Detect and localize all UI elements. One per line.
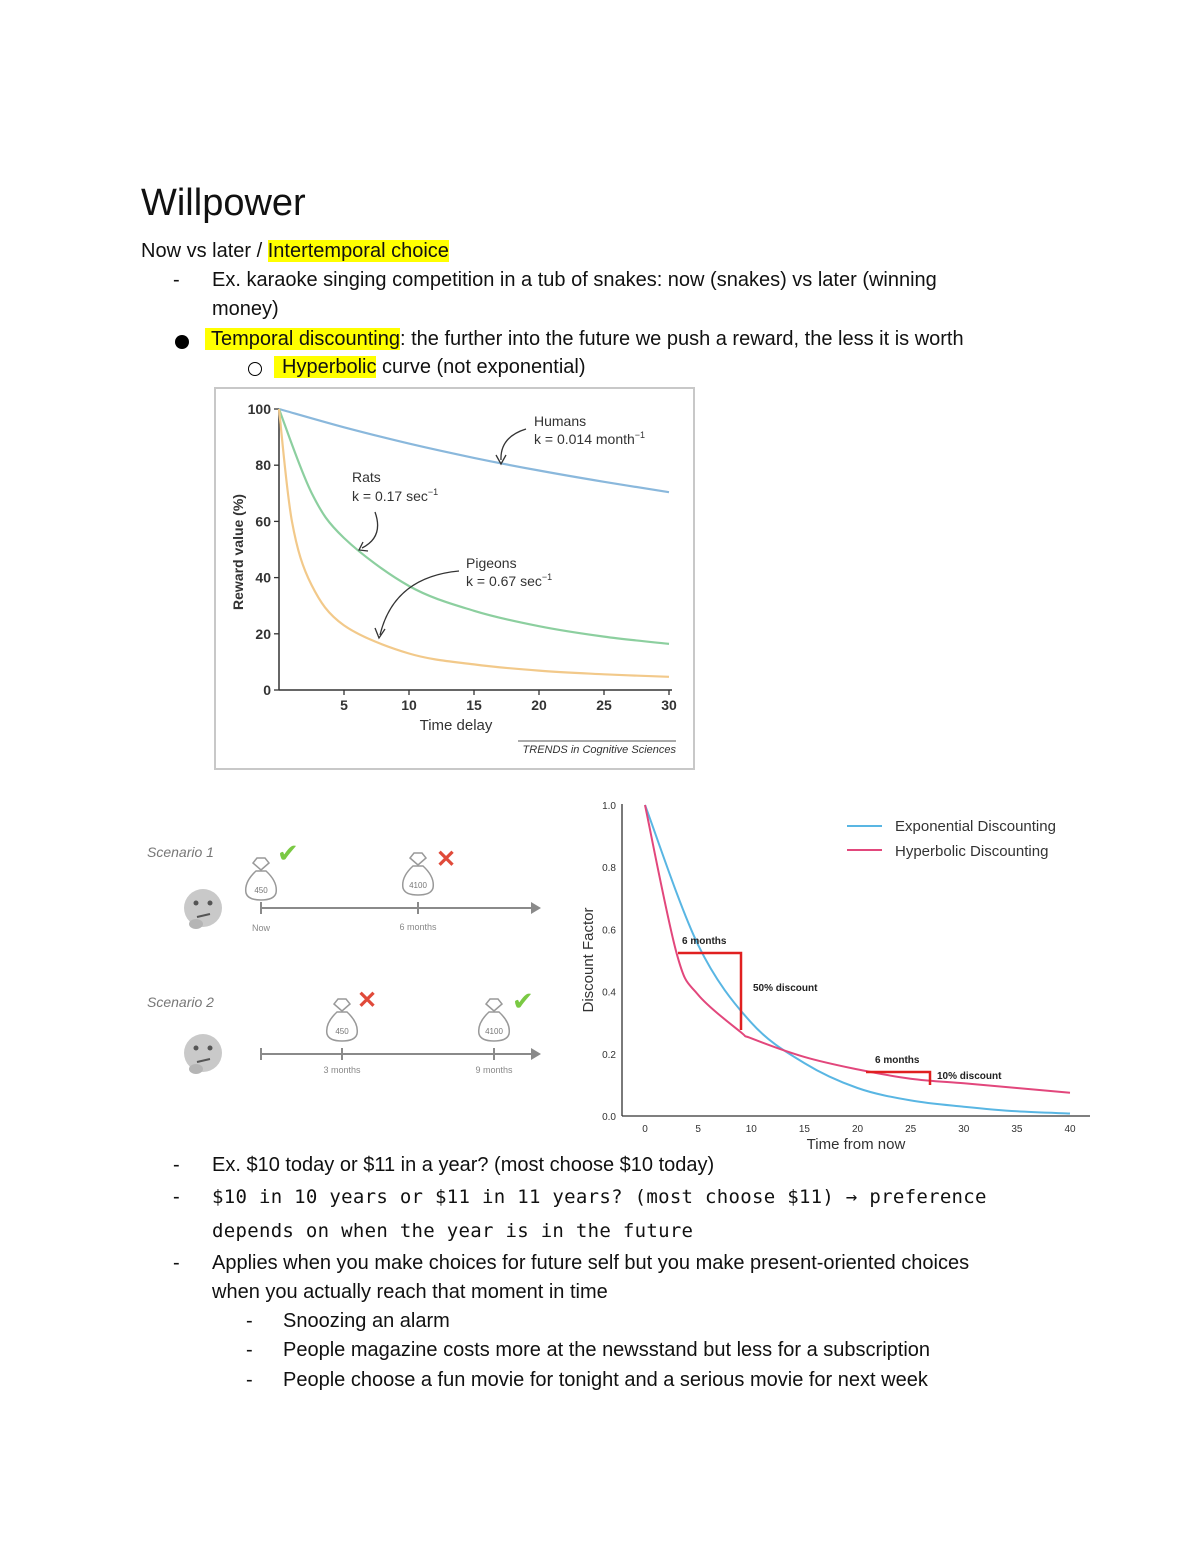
x-tick-label: 25 [905,1124,917,1135]
scenario-2-time-3-months: 3 months [323,1065,361,1075]
y-tick-label: 0.0 [602,1112,616,1123]
scenario-1-label: Scenario 1 [147,844,214,860]
dash-marker: - [173,1252,180,1274]
x-tick-label: 30 [958,1124,970,1135]
y-axis-label: Reward value (%) [230,494,246,610]
y-tick-label: 0 [263,682,271,698]
check-icon: ✔ [512,986,534,1016]
scenario-2-bag-amount-1: 450 [335,1027,349,1036]
scenario-2-label: Scenario 2 [147,994,214,1010]
heading-prefix: Now vs later / [141,240,268,262]
y-tick-label: 1.0 [602,801,616,812]
source-credit: TRENDS in Cognitive Sciences [522,744,676,756]
y-axis-label: Discount Factor [580,907,597,1013]
sub-item-snoozing: Snoozing an alarm [283,1310,450,1332]
y-tick-label: 60 [255,513,271,530]
cross-icon: ✕ [436,846,457,873]
intertemporal-choice-highlight: Intertemporal choice [267,240,449,262]
hyperbolic-term: Hyperbolic [274,356,376,378]
x-tick-label: 5 [695,1124,701,1135]
x-tick-label: 40 [1064,1124,1076,1135]
ten-dollar-example: Ex. $10 today or $11 in a year? (most choose $10 today) [212,1154,715,1176]
scenario-1-bag-amount-1: 450 [254,886,268,895]
y-tick-label: 40 [255,569,271,586]
hyperbolic-line [274,356,586,379]
x-tick-label: 10 [745,1124,757,1135]
y-tick-label: 0.4 [602,987,616,999]
y-tick-label: 0.2 [602,1049,616,1061]
y-ticks [602,801,616,1123]
x-tick-label: 35 [1011,1124,1023,1135]
scenario-1-time-6-months: 6 months [399,922,437,932]
pigeons-label: Pigeons [466,555,517,571]
x-axis-label: Time delay [419,717,493,734]
y-tick-label: 100 [247,401,271,417]
x-axis-label: Time from now [806,1136,906,1153]
temporal-discounting-term: Temporal discounting [205,328,400,350]
rats-k: k = 0.17 $\sec^{-1}$ [352,487,439,504]
scenario-1-time-now: Now [251,923,271,933]
x-tick-label: 15 [466,697,482,713]
dash-marker: - [173,1154,180,1176]
annotation-2-period: 6 months [875,1055,920,1066]
eleven-year-example-line2: depends on when the year is in the future [212,1220,694,1242]
x-tick-label: 10 [401,697,417,713]
x-tick-label: 20 [851,1124,864,1135]
y-tick-label: 0.6 [602,925,616,937]
scenario-1-bag-amount-2: 4100 [409,881,427,890]
x-tick-label: 0 [642,1124,648,1135]
x-tick-label: 25 [596,697,612,713]
arrowhead-icon [531,1048,541,1060]
arrowhead-icon [531,902,541,914]
thinking-face-icon [184,889,222,929]
x-tick-label: 15 [798,1124,810,1135]
scenario-2-bag-amount-2: 4100 [485,1027,503,1036]
legend-hyperbolic-label: Hyperbolic Discounting [895,843,1049,860]
bullet-ring-icon [248,362,262,376]
check-icon: ✔ [277,838,299,868]
dash-marker: - [173,1186,180,1208]
pigeons-k: k = 0.67 $\sec^{-1}$ [466,572,553,589]
sub-item-movie: People choose a fun movie for tonight and a serious movie for next week [283,1369,928,1391]
cross-icon: ✕ [357,987,378,1014]
scenario-2-time-9-months: 9 months [475,1065,513,1075]
y-tick-label: 80 [255,457,271,474]
applies-line2: when you actually reach that moment in time [212,1281,608,1303]
x-tick-label: 20 [531,697,547,713]
y-tick-label: 20 [255,625,271,642]
x-ticks [642,1124,1076,1135]
scenarios-illustration [140,830,555,1090]
hyperbolic-rest: curve (not exponential) [376,356,586,378]
rats-label: Rats [352,469,381,485]
reward-value-chart [214,387,696,771]
bullet-dot-icon [175,335,189,349]
karaoke-example-line2: money) [212,298,279,320]
dash-marker: - [246,1369,253,1391]
annotation-2-discount: 10% discount [937,1071,1002,1082]
temporal-discounting-line [205,328,964,351]
x-tick-label: 5 [340,697,348,713]
x-tick-label: 30 [661,697,677,713]
y-tick-label: 0.8 [602,863,616,875]
annotation-1-discount: 50% discount [753,983,818,994]
legend-exponential-label: Exponential Discounting [895,818,1056,835]
thinking-face-icon [184,1034,222,1074]
dash-marker: - [173,269,180,291]
humans-k: k = 0.014 month$^{-1}$ [534,430,646,447]
dash-marker: - [246,1310,253,1332]
discount-factor-chart [570,796,1100,1156]
page-title: Willpower [141,182,306,224]
sub-item-magazine: People magazine costs more at the newsstand but less for a subscription [283,1339,931,1361]
temporal-discounting-definition: : the further into the future we push a reward, the less it is worth [400,328,964,350]
eleven-year-example-line1: $10 in 10 years or $11 in 11 years? (most choose $11) → preference [212,1186,987,1208]
applies-line1: Applies when you make choices for future self but you make present-oriented choices [212,1252,970,1274]
karaoke-example-line1: Ex. karaoke singing competition in a tub of snakes: now (snakes) vs later (winning [212,269,937,291]
dash-marker: - [246,1339,253,1361]
annotation-1-period: 6 months [682,936,727,947]
humans-label: Humans [534,413,587,429]
intertemporal-heading [141,240,449,263]
